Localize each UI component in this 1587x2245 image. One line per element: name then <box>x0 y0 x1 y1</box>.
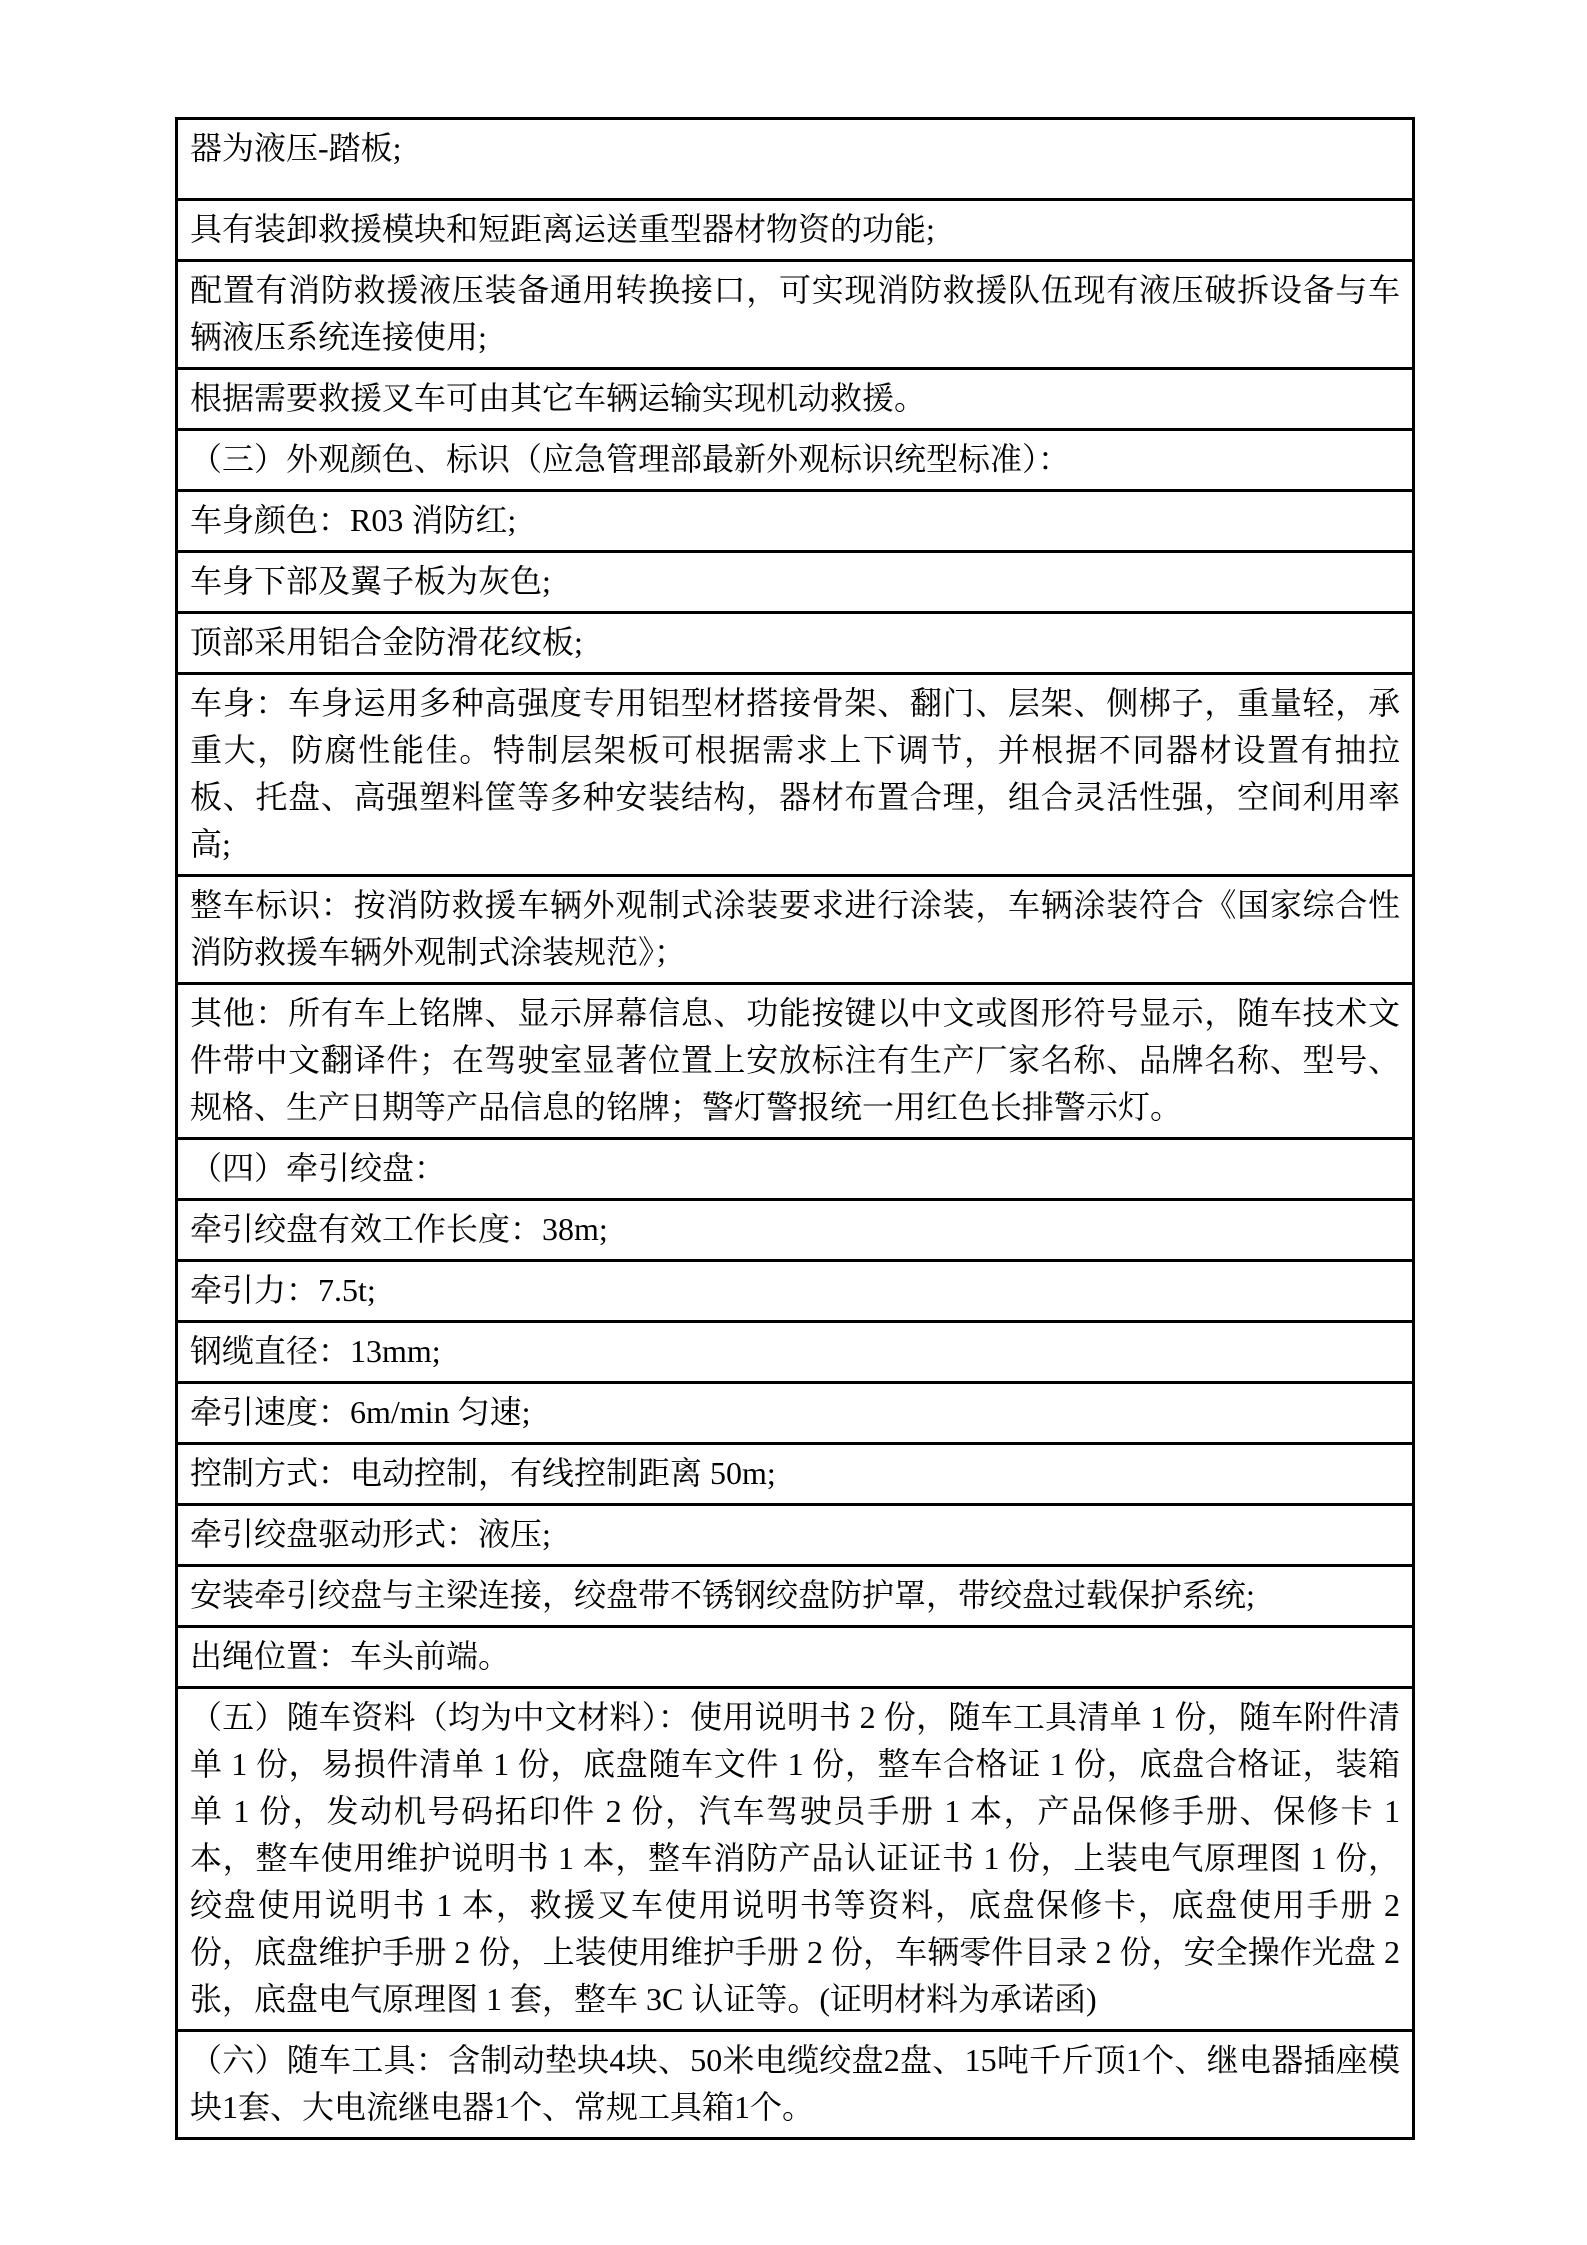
row-text: 牵引绞盘驱动形式：液压; <box>190 1516 551 1552</box>
row-text: 车身颜色：R03 消防红; <box>190 502 517 538</box>
table-row <box>178 370 1412 431</box>
row-text: 具有装卸救援模块和短距离运送重型器材物资的功能; <box>190 211 935 247</box>
row-text: 其他：所有车上铭牌、显示屏幕信息、功能按键以中文或图形符号显示，随车技术文件带中文翻译件；在驾驶室显著位置上安放标注有生产厂家名称、品牌名称、型号、规格、生产日期等产品信息的铭牌；警灯警报统一用红色长排警示灯。 <box>190 995 1400 1125</box>
spec-table <box>175 117 1415 2140</box>
table-row <box>178 877 1412 985</box>
table-row <box>178 1445 1412 1506</box>
table-row <box>178 2032 1412 2140</box>
row-text: （五）随车资料（均为中文材料）：使用说明书 2 份，随车工具清单 1 份，随车附件清单 1 份，易损件清单 1 份，底盘随车文件 1 份，整车合格证 1 份，底盘合格证，装箱单 1 份，发动机号码拓印件 2 份，汽车驾驶员手册 1 本，产品保修手册、保修卡 1 本，整车使用维护说明书 1 本，整车消防产品认证证书 1 份，上装电气原理图 1 份，绞盘使用说明书 1 本，救援叉车使用说明书等资料，底盘保修卡，底盘使用手册 2 份，底盘维护手册 2 份，上装使用维护手册 2 份，车辆零件目录 2 份，安全操作光盘 2 张，底盘电气原理图 1 套，整车 3C 认证等。(证明材料为承诺函) <box>190 1699 1408 2017</box>
row-text: 器为液压-踏板; <box>190 130 402 166</box>
table-row <box>178 1506 1412 1567</box>
row-text: （六）随车工具：含制动垫块4块、50米电缆绞盘2盘、15吨千斤顶1个、继电器插座模块1套、大电流继电器1个、常规工具箱1个。 <box>190 2042 1400 2125</box>
row-text: 配置有消防救援液压装备通用转换接口，可实现消防救援队伍现有液压破拆设备与车辆液压系统连接使用; <box>190 272 1400 355</box>
table-row <box>178 1567 1412 1628</box>
table-row <box>178 201 1412 262</box>
table-row <box>178 1628 1412 1689</box>
table-row <box>178 1384 1412 1445</box>
table-row <box>178 1689 1412 2032</box>
row-text: 车身：车身运用多种高强度专用铝型材搭接骨架、翻门、层架、侧梆子，重量轻，承重大，防腐性能佳。特制层架板可根据需求上下调节，并根据不同器材设置有抽拉板、托盘、高强塑料筐等多种安装结构，器材布置合理，组合灵活性强，空间利用率高; <box>190 685 1400 862</box>
table-row <box>178 262 1412 370</box>
row-text: 车身下部及翼子板为灰色; <box>190 563 551 599</box>
row-text: 出绳位置：车头前端。 <box>190 1638 511 1674</box>
table-row <box>178 1323 1412 1384</box>
row-text: 钢缆直径：13mm; <box>190 1333 441 1369</box>
table-row <box>178 675 1412 877</box>
row-text: 牵引绞盘有效工作长度：38m; <box>190 1211 608 1247</box>
row-text: 整车标识：按消防救援车辆外观制式涂装要求进行涂装，车辆涂装符合《国家综合性消防救援车辆外观制式涂装规范》； <box>190 887 1400 970</box>
row-text: 牵引速度：6m/min 匀速; <box>190 1394 531 1430</box>
table-row <box>178 985 1412 1140</box>
row-text: （三）外观颜色、标识（应急管理部最新外观标识统型标准）： <box>190 441 1071 477</box>
row-text: （四）牵引绞盘： <box>190 1150 447 1186</box>
table-row <box>178 553 1412 614</box>
table-row <box>178 1140 1412 1201</box>
table-row <box>178 1262 1412 1323</box>
row-text: 控制方式：电动控制，有线控制距离 50m; <box>190 1455 776 1491</box>
table-row <box>178 614 1412 675</box>
row-text: 安装牵引绞盘与主梁连接，绞盘带不锈钢绞盘防护罩，带绞盘过载保护系统; <box>190 1577 1255 1613</box>
table-row <box>178 120 1412 201</box>
row-text: 顶部采用铝合金防滑花纹板; <box>190 624 583 660</box>
table-row <box>178 1201 1412 1262</box>
row-text: 牵引力：7.5t; <box>190 1272 376 1308</box>
table-row <box>178 431 1412 492</box>
table-row <box>178 492 1412 553</box>
row-text: 根据需要救援叉车可由其它车辆运输实现机动救援。 <box>190 380 927 416</box>
